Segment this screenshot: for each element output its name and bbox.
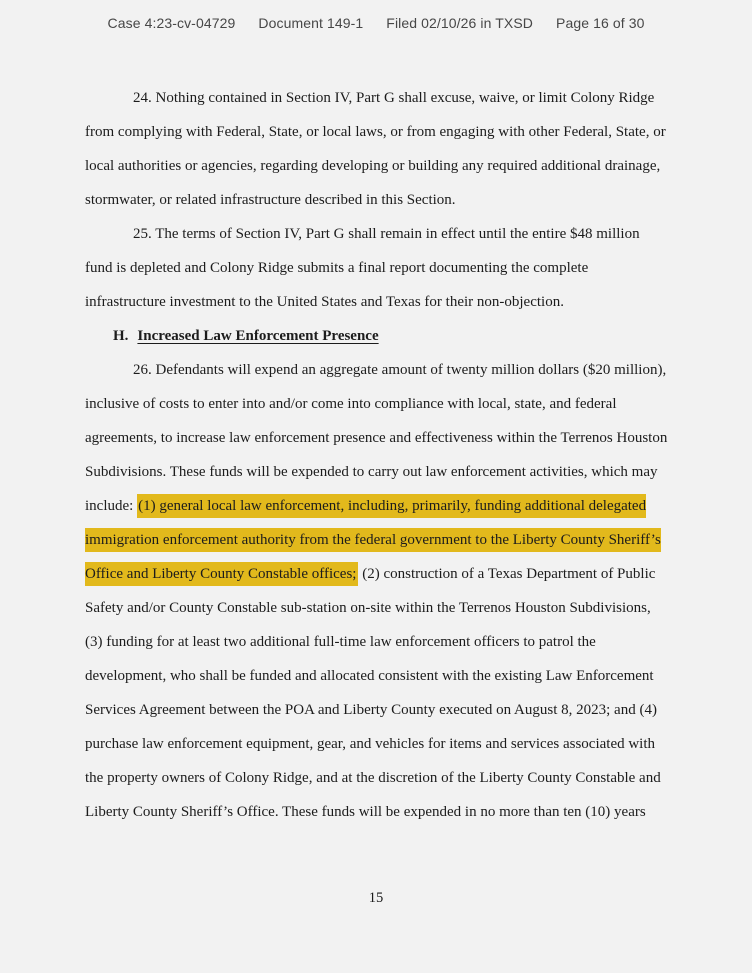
page-number: 15	[368, 890, 384, 906]
text-run: 25. The terms of Section IV, Part G shall remain in effect until the entire $48 million fund is depleted and Colony Ridge submits a final report documenting the complete infrastructure investment to the United States and Texas for their non-objection.	[85, 226, 640, 310]
page-indicator: Page 16 of 30	[556, 15, 645, 31]
paragraph	[85, 353, 668, 829]
case-number: Case 4:23-cv-04729	[107, 15, 236, 31]
paragraph	[85, 81, 668, 217]
text-run: (2) construction of a Texas Department of Public Safety and/or County Constable sub-station on-site within the Terrenos Houston Subdivisions, (3) funding for at least two additional full-time law enforcement officers to patrol the development, who shall be funded and allocated consistent with the existing Law Enforcement Services Agreement between the POA and Liberty County executed on August 8, 2023; and (4) purchase law enforcement equipment, gear, and vehicles for items and services associated with the property owners of Colony Ridge, and at the discretion of the Liberty County Constable and Liberty County Sheriff’s Office. These funds will be expended in no more than ten (10) years	[85, 566, 661, 820]
text-run: 26. Defendants will expend an aggregate amount of twenty million dollars ($20 million), inclusive of costs to enter into and/or come into compliance with local, state, and federal agreements, to increase law enforcement presence and effectiveness within the Terrenos Houston Subdivisions. These funds will be expended to carry out law enforcement activities, which may include:	[85, 362, 668, 514]
section-heading	[113, 319, 668, 353]
document-body	[85, 81, 668, 829]
paragraph	[85, 217, 668, 319]
highlighted-text: (1) general local law enforcement, including, primarily, funding additional delegated immigration enforcement authority from the federal government to the Liberty County Sheriff’s Office and Liberty County Constable offices;	[85, 494, 661, 586]
filed-date: Filed 02/10/26 in TXSD	[386, 15, 533, 31]
document-number: Document 149-1	[258, 15, 364, 31]
text-run: 24. Nothing contained in Section IV, Part G shall excuse, waive, or limit Colony Ridge from complying with Federal, State, or local laws, or from engaging with other Federal, State, or local authorities or agencies, regarding developing or building any required additional drainage, stormwater, or related infrastructure described in this Section.	[85, 90, 666, 208]
case-stamp-header	[0, 0, 752, 31]
heading-label: H.	[113, 328, 129, 344]
heading-title: Increased Law Enforcement Presence	[137, 328, 379, 344]
